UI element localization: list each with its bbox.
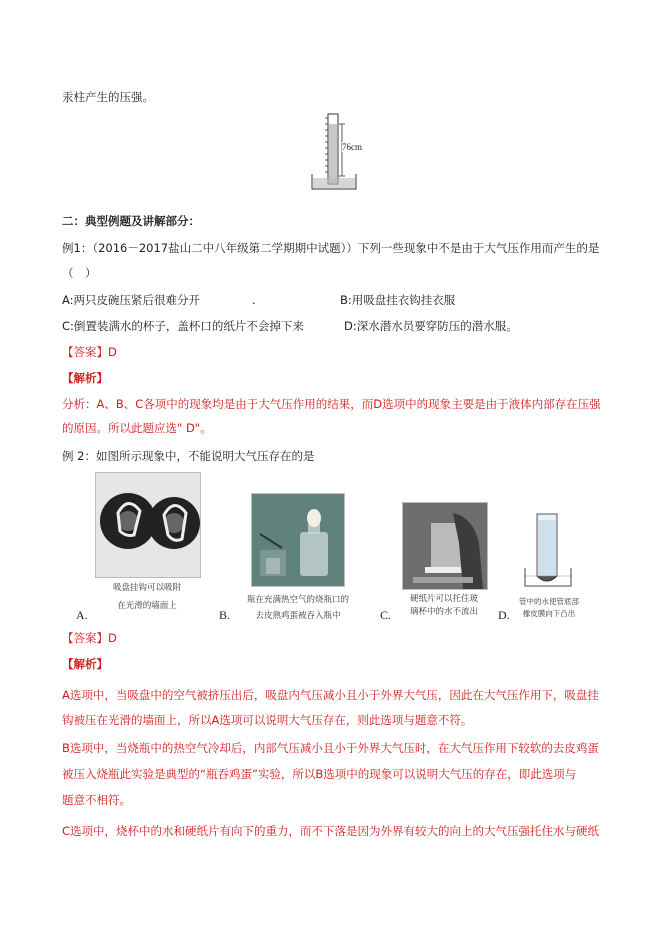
ex1-analysis-line1: 分析：A、B、C各项中的现象均是由于大气压作用的结果，而D选项中的现象主要是由于液体内部存在压强	[62, 397, 601, 411]
ex2-analysis-label: 【解析】	[62, 657, 108, 671]
ex1-option-a: A:两只皮碗压紧后很难分开	[62, 293, 201, 307]
ex2-analysis-line-3: B选项中，当烧瓶中的热空气冷却后，内部气压减小且小于外界大气压时，在大气压作用下较软的去皮鸡蛋	[62, 741, 599, 755]
figure-c-letter: C.	[380, 608, 392, 622]
suction-cup-photo	[95, 472, 201, 578]
ex1-option-d: D:深水潜水员要穿防压的潜水服。	[344, 319, 518, 333]
ex1-analysis-line2: 的原因。所以此题应选" D"。	[62, 421, 212, 435]
ex2-analysis-line-6: C选项中，烧杯中的水和硬纸片有向下的重力，而不下落是因为外界有较大的向上的大气压强托住水与硬纸	[62, 824, 600, 838]
ex1-analysis-label: 【解析】	[62, 371, 108, 385]
figure-a-letter: A.	[76, 608, 88, 622]
ex2-analysis-line-2: 钩被压在光滑的墙面上，所以A选项可以说明大气压存在，则此选项与题意不符。	[62, 713, 473, 727]
barometer-label: 76cm	[342, 142, 362, 152]
figure-c-caption-2: 璃杯中的水不流出	[409, 607, 478, 617]
figure-d-caption-1: 管中的水使管底部	[519, 597, 579, 606]
intro-line: 汞柱产生的压强。	[62, 90, 154, 104]
ex1-question-line1: 例1：（2016－2017盐山二中八年级第二学期期中试题））下列一些现象中不是由于大气压作用而产生的是	[62, 241, 600, 255]
ex1-dot: .	[252, 293, 256, 307]
ex2-answer: 【答案】D	[62, 631, 117, 645]
figure-a-caption-1: 吸盘挂钩可以吸附	[112, 583, 181, 593]
egg-bottle-photo	[251, 493, 345, 587]
section-title: 二：典型例题及讲解部分：	[62, 214, 200, 228]
paper-card-photo	[402, 502, 488, 590]
figure-d-caption-2: 橡皮膜向下凸出	[522, 609, 576, 618]
figure-b-caption-2: 去皮熟鸡蛋被吞入瓶中	[255, 611, 341, 621]
ex1-answer: 【答案】D	[62, 345, 117, 359]
figure-b-caption-1: 瓶在充满热空气的烧瓶口的	[246, 595, 349, 605]
ex2-analysis-line-5: 题意不相符。	[62, 793, 131, 807]
ex1-option-b: B:用吸盘挂衣钩挂衣服	[340, 293, 456, 307]
rubber-membrane-tube-figure	[523, 510, 573, 590]
ex2-question: 例 2：如图所示现象中，不能说明大气压存在的是	[62, 449, 315, 463]
ex2-analysis-line-1: A选项中，当吸盘中的空气被挤压出后，吸盘内气压减小且小于外界大气压，因此在大气压作用下，吸盘挂	[62, 688, 599, 702]
figure-b-letter: B.	[219, 608, 231, 622]
ex2-analysis-line-4: 被压入烧瓶此实验是典型的“瓶吞鸡蛋”实验，所以B选项中的现象可以说明大气压的存在，即此选项与	[62, 767, 577, 781]
figure-d-letter: D.	[498, 608, 510, 622]
figure-c-caption-1: 硬纸片可以托住玻	[409, 594, 478, 604]
figure-a-caption-2: 在光滑的墙面上	[117, 601, 177, 611]
ex1-question-line2: （ ）	[62, 266, 97, 280]
barometer-figure	[304, 112, 368, 192]
ex1-option-c: C:倒置装满水的杯子，盖杯口的纸片不会掉下来	[62, 319, 304, 333]
